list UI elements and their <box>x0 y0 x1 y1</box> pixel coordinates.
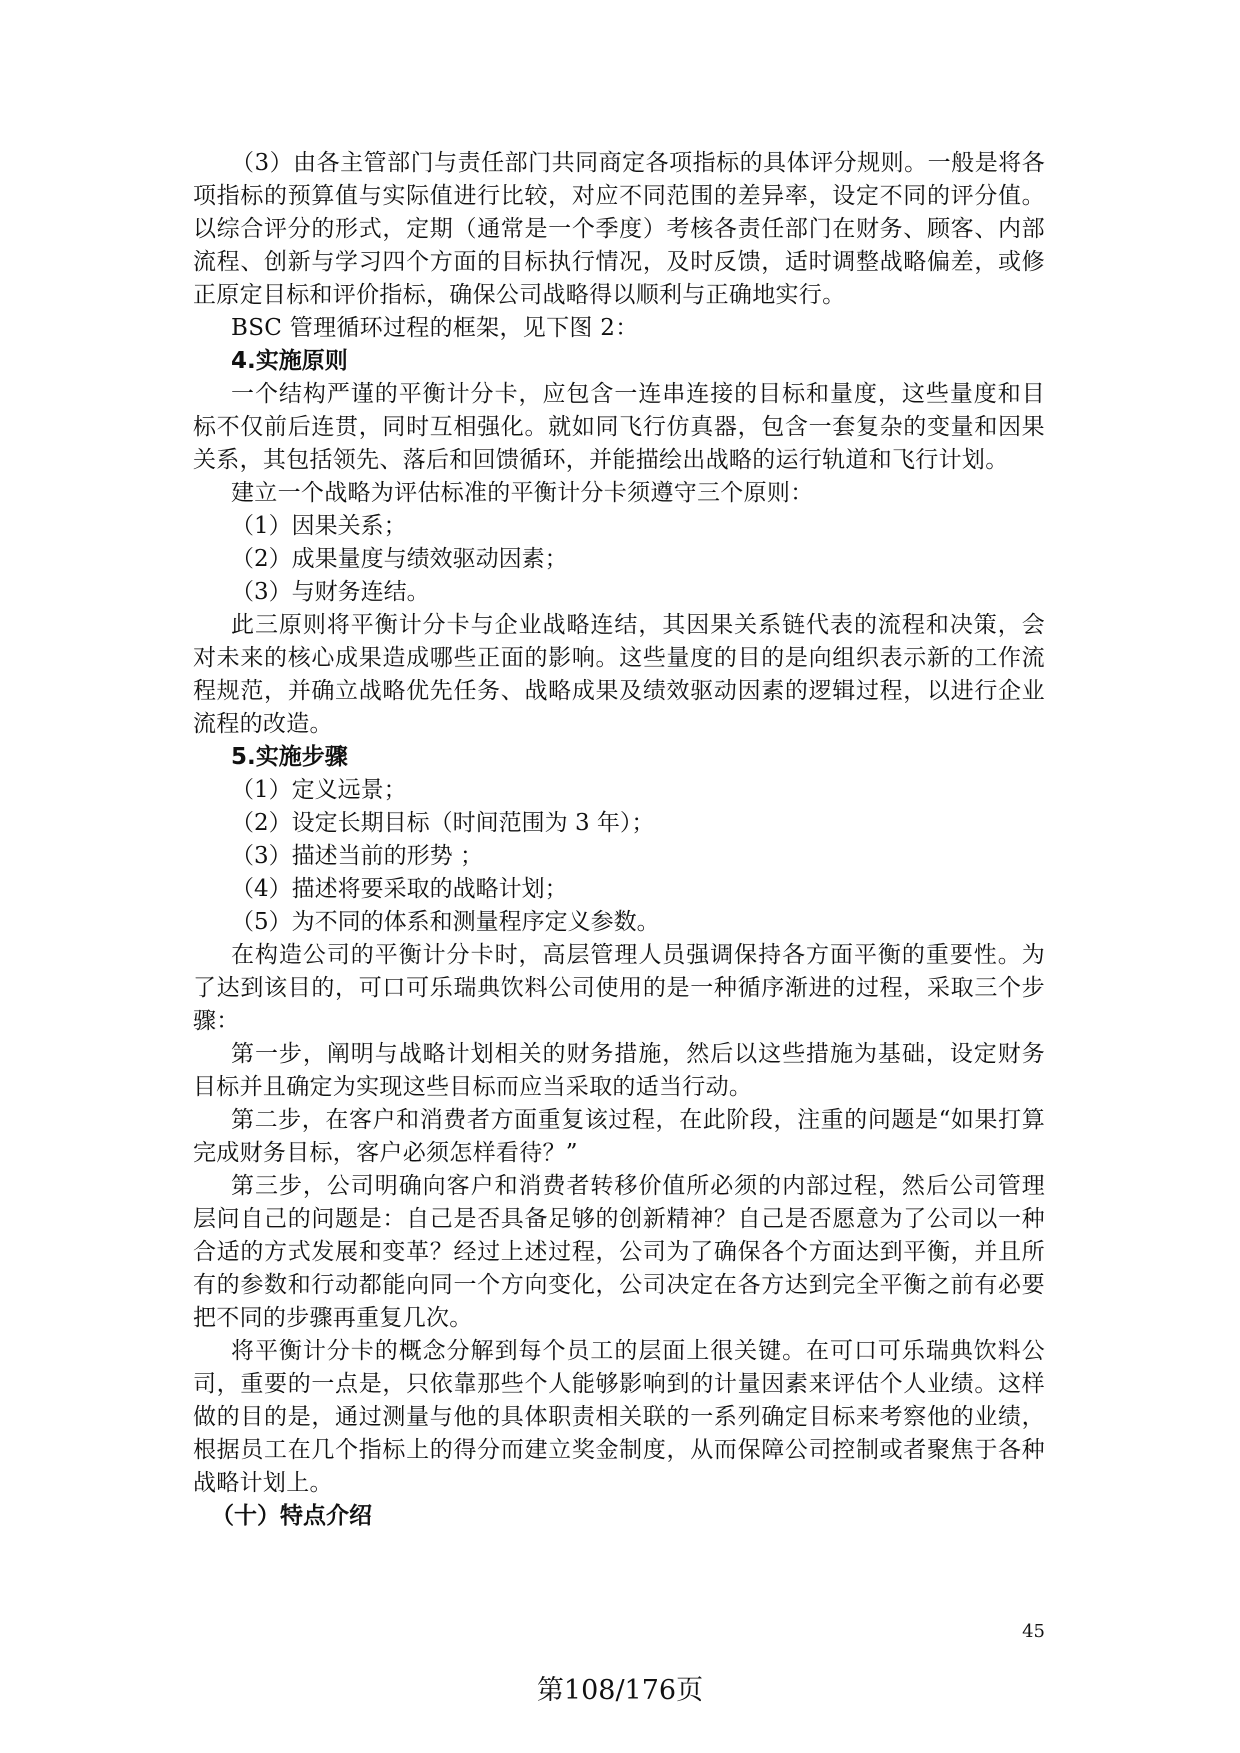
paragraph-step-three: 第三步，公司明确向客户和消费者转移价值所必须的内部过程，然后公司管理层问自己的问题是：自己是否具备足够的创新精神？自己是否愿意为了公司以一种合适的方式发展和变革？经过上述过程，公司为了确保各个方面达到平衡，并且所有的参数和行动都能向同一个方向变化，公司决定在各方达到完全平衡之前有必要把不同的步骤再重复几次。 <box>193 1173 1045 1331</box>
paragraph-coca-cola-process: 在构造公司的平衡计分卡时，高层管理人员强调保持各方面平衡的重要性。为了达到该目的，可口可乐瑞典饮料公司使用的是一种循序渐进的过程，采取三个步骤： <box>193 942 1045 1034</box>
list-item-step: （2）设定长期目标（时间范围为 3 年）； <box>231 810 655 836</box>
list-item-step: （4）描述将要采取的战略计划； <box>231 876 568 902</box>
paragraph-employee-level: 将平衡计分卡的概念分解到每个员工的层面上很关键。在可口可乐瑞典饮料公司，重要的一点是，只依靠那些个人能够影响到的计量因素来评估个人业绩。这样做的目的是，通过测量与他的具体职责相关联的一系列确定目标来考察他的业绩，根据员工在几个指标上的得分而建立奖金制度，从而保障公司控制或者聚焦于各种战略计划上。 <box>193 1338 1045 1496</box>
heading-implementation-steps: 5.实施步骤 <box>231 744 348 770</box>
paragraph-structured-scorecard: 一个结构严谨的平衡计分卡，应包含一连串连接的目标和量度，这些量度和目标不仅前后连贯，同时互相强化。就如同飞行仿真器，包含一套复杂的变量和因果关系，其包括领先、落后和回馈循环，并能描绘出战略的运行轨道和飞行计划。 <box>193 381 1045 473</box>
list-item-step: （3）描述当前的形势 ； <box>231 843 483 869</box>
paragraph-principles-explanation: 此三原则将平衡计分卡与企业战略连结，其因果关系链代表的流程和决策，会对未来的核心成果造成哪些正面的影响。这些量度的目的是向组织表示新的工作流程规范，并确立战略优先任务、战略成果及绩效驱动因素的逻辑过程，以进行企业流程的改造。 <box>193 612 1045 737</box>
page-content <box>193 147 1045 1533</box>
heading-features: （十）特点介绍 <box>211 1503 372 1529</box>
paragraph-scoring-rules: （3）由各主管部门与责任部门共同商定各项指标的具体评分规则。一般是将各项指标的预算值与实际值进行比较，对应不同范围的差异率，设定不同的评分值。以综合评分的形式，定期（通常是一个季度）考核各责任部门在财务、顾客、内部流程、创新与学习四个方面的目标执行情况，及时反馈，适时调整战略偏差，或修正原定目标和评价指标，确保公司战略得以顺利与正确地实行。 <box>193 150 1045 308</box>
paragraph-step-one: 第一步，阐明与战略计划相关的财务措施，然后以这些措施为基础，设定财务目标并且确定为实现这些目标而应当采取的适当行动。 <box>193 1041 1045 1100</box>
paragraph-bsc-framework: BSC 管理循环过程的框架，见下图 2： <box>231 315 639 341</box>
list-item-principle: （2）成果量度与绩效驱动因素； <box>231 546 568 572</box>
list-item-principle: （3）与财务连结。 <box>231 579 430 605</box>
paragraph-step-two: 第二步，在客户和消费者方面重复该过程，在此阶段，注重的问题是“如果打算完成财务目标，客户必须怎样看待？” <box>193 1107 1045 1166</box>
list-item-principle: （1）因果关系； <box>231 513 407 539</box>
heading-implementation-principles: 4.实施原则 <box>231 348 348 374</box>
list-item-step: （1）定义远景； <box>231 777 407 803</box>
page-footer: 第108/176页 <box>536 1675 704 1706</box>
page-number: 45 <box>1022 1621 1045 1642</box>
paragraph-three-principles-intro: 建立一个战略为评估标准的平衡计分卡须遵守三个原则： <box>231 480 814 506</box>
list-item-step: （5）为不同的体系和测量程序定义参数。 <box>231 909 660 935</box>
